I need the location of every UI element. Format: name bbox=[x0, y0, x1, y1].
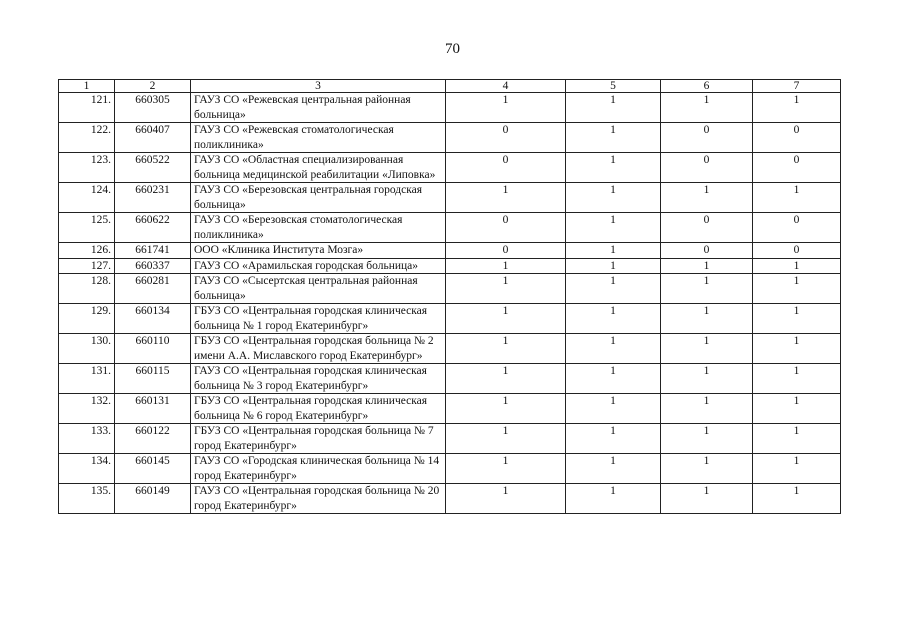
table-row bbox=[59, 123, 841, 153]
row-name: ГБУЗ СО «Центральная городская больница № 2 имени А.А. Миславского город Екатеринбург» bbox=[191, 334, 446, 364]
row-number: 130. bbox=[59, 334, 115, 364]
cell-col7: 1 bbox=[753, 454, 841, 484]
cell-col7: 1 bbox=[753, 484, 841, 514]
row-name: ГБУЗ СО «Центральная городская клиническая больница № 1 город Екатеринбург» bbox=[191, 304, 446, 334]
row-code: 660131 bbox=[115, 394, 191, 424]
cell-col4: 1 bbox=[446, 394, 566, 424]
row-code: 660305 bbox=[115, 93, 191, 123]
cell-col7: 0 bbox=[753, 153, 841, 183]
cell-col5: 1 bbox=[566, 153, 661, 183]
row-code: 660231 bbox=[115, 183, 191, 213]
cell-col5: 1 bbox=[566, 274, 661, 304]
row-code: 660110 bbox=[115, 334, 191, 364]
table-row bbox=[59, 243, 841, 259]
row-name: ГАУЗ СО «Областная специализированная больница медицинской реабилитации «Липовка» bbox=[191, 153, 446, 183]
cell-col4: 0 bbox=[446, 213, 566, 243]
table-row bbox=[59, 334, 841, 364]
row-code: 660522 bbox=[115, 153, 191, 183]
cell-col5: 1 bbox=[566, 394, 661, 424]
cell-col5: 1 bbox=[566, 183, 661, 213]
row-number: 122. bbox=[59, 123, 115, 153]
cell-col5: 1 bbox=[566, 93, 661, 123]
cell-col6: 0 bbox=[661, 123, 753, 153]
cell-col7: 1 bbox=[753, 364, 841, 394]
row-number: 127. bbox=[59, 258, 115, 274]
cell-col6: 1 bbox=[661, 93, 753, 123]
row-code: 660122 bbox=[115, 424, 191, 454]
cell-col6: 1 bbox=[661, 258, 753, 274]
row-number: 126. bbox=[59, 243, 115, 259]
cell-col7: 0 bbox=[753, 123, 841, 153]
cell-col5: 1 bbox=[566, 334, 661, 364]
cell-col6: 0 bbox=[661, 153, 753, 183]
cell-col6: 1 bbox=[661, 424, 753, 454]
cell-col4: 1 bbox=[446, 454, 566, 484]
row-number: 128. bbox=[59, 274, 115, 304]
row-number: 134. bbox=[59, 454, 115, 484]
cell-col6: 1 bbox=[661, 364, 753, 394]
row-number: 125. bbox=[59, 213, 115, 243]
row-code: 660622 bbox=[115, 213, 191, 243]
cell-col7: 0 bbox=[753, 213, 841, 243]
cell-col7: 1 bbox=[753, 334, 841, 364]
row-number: 129. bbox=[59, 304, 115, 334]
row-number: 131. bbox=[59, 364, 115, 394]
cell-col6: 1 bbox=[661, 183, 753, 213]
row-code: 660134 bbox=[115, 304, 191, 334]
cell-col5: 1 bbox=[566, 123, 661, 153]
cell-col4: 0 bbox=[446, 243, 566, 259]
cell-col7: 1 bbox=[753, 258, 841, 274]
row-number: 123. bbox=[59, 153, 115, 183]
cell-col6: 1 bbox=[661, 484, 753, 514]
column-header: 6 bbox=[661, 80, 753, 93]
cell-col5: 1 bbox=[566, 424, 661, 454]
row-code: 660407 bbox=[115, 123, 191, 153]
row-name: ГАУЗ СО «Березовская стоматологическая поликлиника» bbox=[191, 213, 446, 243]
row-name: ГБУЗ СО «Центральная городская клиническая больница № 6 город Екатеринбург» bbox=[191, 394, 446, 424]
row-name: ГБУЗ СО «Центральная городская больница № 7 город Екатеринбург» bbox=[191, 424, 446, 454]
row-name: ГАУЗ СО «Центральная городская больница № 20 город Екатеринбург» bbox=[191, 484, 446, 514]
row-name: ГАУЗ СО «Березовская центральная городская больница» bbox=[191, 183, 446, 213]
cell-col7: 1 bbox=[753, 304, 841, 334]
column-header: 3 bbox=[191, 80, 446, 93]
data-table bbox=[58, 79, 841, 514]
row-number: 121. bbox=[59, 93, 115, 123]
row-name: ГАУЗ СО «Центральная городская клиническая больница № 3 город Екатеринбург» bbox=[191, 364, 446, 394]
cell-col4: 1 bbox=[446, 424, 566, 454]
cell-col5: 1 bbox=[566, 454, 661, 484]
cell-col4: 0 bbox=[446, 153, 566, 183]
row-code: 660115 bbox=[115, 364, 191, 394]
cell-col6: 1 bbox=[661, 304, 753, 334]
row-code: 660149 bbox=[115, 484, 191, 514]
page-number: 70 bbox=[445, 41, 460, 57]
cell-col7: 0 bbox=[753, 243, 841, 259]
row-code: 660337 bbox=[115, 258, 191, 274]
column-header: 4 bbox=[446, 80, 566, 93]
cell-col6: 1 bbox=[661, 274, 753, 304]
cell-col5: 1 bbox=[566, 213, 661, 243]
header-row bbox=[59, 80, 841, 93]
table-row bbox=[59, 258, 841, 274]
table-row bbox=[59, 153, 841, 183]
cell-col6: 0 bbox=[661, 213, 753, 243]
table-row bbox=[59, 424, 841, 454]
cell-col4: 1 bbox=[446, 364, 566, 394]
cell-col4: 1 bbox=[446, 258, 566, 274]
cell-col6: 1 bbox=[661, 454, 753, 484]
cell-col5: 1 bbox=[566, 304, 661, 334]
table-body bbox=[59, 93, 841, 514]
table-row bbox=[59, 454, 841, 484]
column-header: 5 bbox=[566, 80, 661, 93]
row-number: 132. bbox=[59, 394, 115, 424]
row-code: 660281 bbox=[115, 274, 191, 304]
cell-col7: 1 bbox=[753, 394, 841, 424]
cell-col6: 1 bbox=[661, 334, 753, 364]
table-row bbox=[59, 394, 841, 424]
row-name: ГАУЗ СО «Городская клиническая больница № 14 город Екатеринбург» bbox=[191, 454, 446, 484]
cell-col6: 1 bbox=[661, 394, 753, 424]
cell-col5: 1 bbox=[566, 258, 661, 274]
row-number: 135. bbox=[59, 484, 115, 514]
table-row bbox=[59, 274, 841, 304]
row-number: 124. bbox=[59, 183, 115, 213]
column-header: 7 bbox=[753, 80, 841, 93]
cell-col4: 1 bbox=[446, 93, 566, 123]
table-row bbox=[59, 183, 841, 213]
row-code: 660145 bbox=[115, 454, 191, 484]
row-name: ГАУЗ СО «Сысертская центральная районная больница» bbox=[191, 274, 446, 304]
cell-col4: 1 bbox=[446, 334, 566, 364]
row-name: ГАУЗ СО «Режевская стоматологическая поликлиника» bbox=[191, 123, 446, 153]
cell-col4: 0 bbox=[446, 123, 566, 153]
cell-col5: 1 bbox=[566, 243, 661, 259]
cell-col7: 1 bbox=[753, 274, 841, 304]
row-number: 133. bbox=[59, 424, 115, 454]
row-code: 661741 bbox=[115, 243, 191, 259]
cell-col6: 0 bbox=[661, 243, 753, 259]
cell-col7: 1 bbox=[753, 424, 841, 454]
table-row bbox=[59, 304, 841, 334]
table-row bbox=[59, 364, 841, 394]
row-name: ГАУЗ СО «Режевская центральная районная больница» bbox=[191, 93, 446, 123]
cell-col4: 1 bbox=[446, 183, 566, 213]
table-row bbox=[59, 93, 841, 123]
column-header: 2 bbox=[115, 80, 191, 93]
table-row bbox=[59, 484, 841, 514]
table-row bbox=[59, 213, 841, 243]
cell-col4: 1 bbox=[446, 484, 566, 514]
cell-col5: 1 bbox=[566, 364, 661, 394]
cell-col4: 1 bbox=[446, 274, 566, 304]
cell-col7: 1 bbox=[753, 183, 841, 213]
cell-col4: 1 bbox=[446, 304, 566, 334]
row-name: ГАУЗ СО «Арамильская городская больница» bbox=[191, 258, 446, 274]
row-name: ООО «Клиника Института Мозга» bbox=[191, 243, 446, 259]
column-header: 1 bbox=[59, 80, 115, 93]
cell-col5: 1 bbox=[566, 484, 661, 514]
cell-col7: 1 bbox=[753, 93, 841, 123]
